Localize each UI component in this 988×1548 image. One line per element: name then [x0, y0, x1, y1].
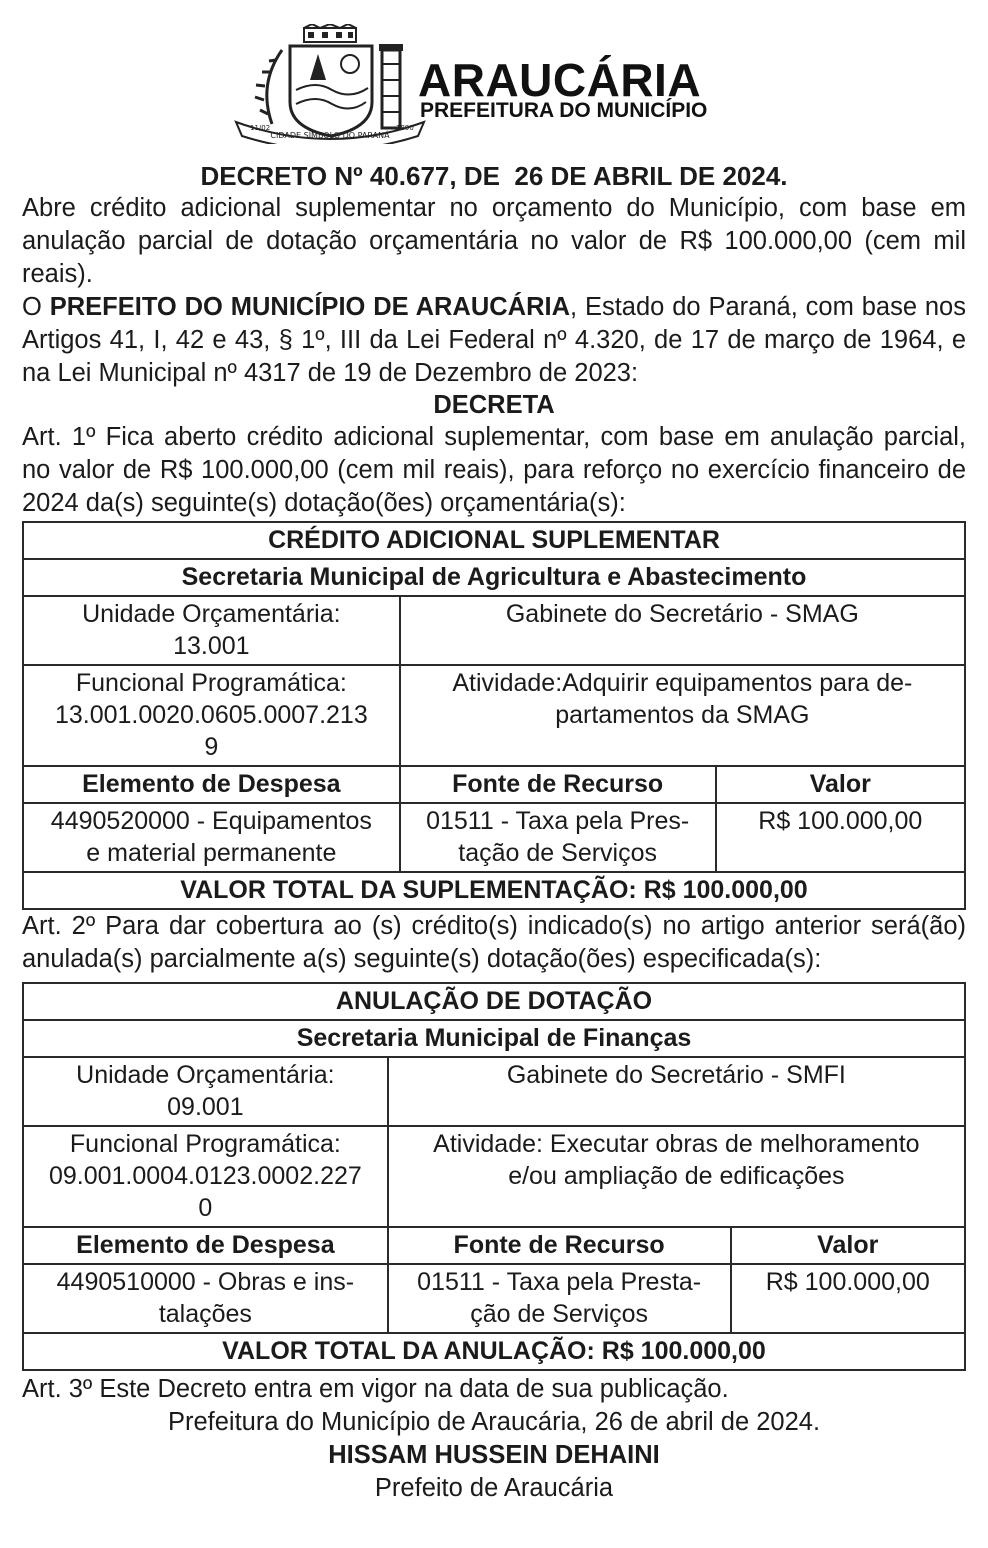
brand	[418, 54, 708, 122]
annul-col-elemento: Elemento de Despesa	[23, 1227, 388, 1264]
brand-subtitle: PREFEITURA DO MUNICÍPIO	[420, 99, 708, 122]
credit-col-fonte: Fonte de Recurso	[400, 766, 716, 803]
annul-funcional	[23, 1126, 388, 1227]
annul-col-fonte: Fonte de Recurso	[388, 1227, 731, 1264]
credit-funcional	[23, 665, 400, 766]
decree-summary: Abre crédito adicional suplementar no orçamento do Município, com base em anulação parcial de dotação orçamentária no valor de R$ 100.000,00 (cem mil reais).	[22, 194, 966, 288]
credit-col-valor: Valor	[716, 766, 965, 803]
credit-unidade-name: Gabinete do Secretário - SMAG	[400, 596, 965, 665]
credit-funcional-code-end: 9	[204, 733, 219, 761]
credit-unidade-label: Unidade Orçamentária:	[82, 600, 341, 628]
annul-atividade-line2: e/ou ampliação de edificações	[508, 1162, 845, 1190]
article-1: Art. 1º Fica aberto crédito adicional suplementar, com base em anulação parcial, no valor de R$ 100.000,00 (cem mil reais), para reforço no exercício financeiro de 2024 da(s) seguinte(s) dotação(ões) orçamentária(s):	[22, 423, 966, 517]
place-date: Prefeitura do Município de Araucária, 26 de abril de 2024.	[167, 1408, 821, 1436]
decree-page	[22, 0, 966, 1505]
annul-fonte	[388, 1264, 731, 1333]
article-2: Art. 2º Para dar cobertura ao (s) crédito(s) indicado(s) no artigo anterior será(ão) anulada(s) parcialmente a(s) seguinte(s) dotação(ões) especificada(s):	[22, 912, 966, 973]
credit-fonte-line1: 01511 - Taxa pela Pres-	[426, 807, 690, 835]
signer-name: HISSAM HUSSEIN DEHAINI	[328, 1441, 660, 1469]
annul-secretaria: Secretaria Municipal de Finanças	[23, 1020, 965, 1057]
decree-title: DECRETO Nº 40.677, DE 26 DE ABRIL DE 2024.	[200, 161, 788, 191]
annul-unidade-label: Unidade Orçamentária:	[76, 1061, 335, 1089]
annul-elemento	[23, 1264, 388, 1333]
annul-valor: R$ 100.000,00	[731, 1264, 965, 1333]
credit-atividade-line1: Atividade:Adquirir equipamentos para de-	[452, 669, 913, 697]
annul-col-valor: Valor	[731, 1227, 965, 1264]
svg-text:11/02: 11/02	[250, 124, 271, 132]
brand-name: ARAUCÁRIA	[418, 54, 702, 106]
header	[22, 0, 966, 158]
credit-fonte	[400, 803, 716, 872]
annul-funcional-code: 09.001.0004.0123.0002.227	[48, 1162, 362, 1190]
decree-preamble	[22, 291, 966, 390]
credit-fonte-line2: tação de Serviços	[458, 839, 657, 867]
annul-fonte-line2: ção de Serviços	[470, 1300, 649, 1328]
annul-unidade-code: 09.001	[167, 1093, 244, 1121]
araucaria-coat-of-arms-icon	[232, 24, 428, 144]
article-3: Art. 3º Este Decreto entra em vigor na data de sua publicação.	[22, 1375, 729, 1403]
preamble-authority: PREFEITO DO MUNICÍPIO DE ARAUCÁRIA	[49, 293, 570, 321]
svg-text:CIDADE SÍMBOLO DO PARANÁ: CIDADE SÍMBOLO DO PARANÁ	[270, 131, 390, 140]
annul-table-title: ANULAÇÃO DE DOTAÇÃO	[23, 983, 965, 1020]
annul-elemento-line2: talações	[158, 1300, 252, 1328]
credit-elemento-line2: e material permanente	[86, 839, 337, 867]
annul-elemento-line1: 4490510000 - Obras e ins-	[56, 1268, 355, 1296]
credit-valor: R$ 100.000,00	[716, 803, 965, 872]
annul-atividade	[388, 1126, 965, 1227]
annul-unidade-name: Gabinete do Secretário - SMFI	[388, 1057, 965, 1126]
credit-table	[22, 521, 966, 910]
credit-total: VALOR TOTAL DA SUPLEMENTAÇÃO: R$ 100.000,00	[23, 872, 965, 909]
credit-col-elemento: Elemento de Despesa	[23, 766, 400, 803]
preamble-prefix: O	[22, 293, 50, 321]
annul-funcional-code-end: 0	[198, 1194, 213, 1222]
credit-funcional-code: 13.001.0020.0605.0007.213	[54, 701, 368, 729]
credit-atividade	[400, 665, 965, 766]
preamble-rest: , Estado do Paraná, com base nos Artigos 41, I, 42 e 43, § 1º, III da Lei Federal nº 4.320, de 17 de março de 1964, e na Lei Municipal nº 4317 de 19 de Dezembro de 2023:	[22, 293, 966, 387]
annul-table	[22, 982, 966, 1371]
signer-title: Prefeito de Araucária	[374, 1474, 614, 1502]
annul-fonte-line1: 01511 - Taxa pela Presta-	[417, 1268, 702, 1296]
credit-elemento	[23, 803, 400, 872]
credit-elemento-line1: 4490520000 - Equipamentos	[50, 807, 372, 835]
credit-table-title: CRÉDITO ADICIONAL SUPLEMENTAR	[23, 522, 965, 559]
annul-total: VALOR TOTAL DA ANULAÇÃO: R$ 100.000,00	[23, 1333, 965, 1370]
credit-atividade-line2: partamentos da SMAG	[555, 701, 810, 729]
decreta-heading: DECRETA	[433, 391, 555, 419]
credit-funcional-label: Funcional Programática:	[75, 669, 347, 697]
credit-unidade-code: 13.001	[173, 632, 250, 660]
annul-unidade	[23, 1057, 388, 1126]
svg-text:1890: 1890	[396, 124, 414, 132]
credit-unidade	[23, 596, 400, 665]
annul-funcional-label: Funcional Programática:	[69, 1130, 341, 1158]
annul-atividade-line1: Atividade: Executar obras de melhoramento	[433, 1130, 920, 1158]
credit-secretaria: Secretaria Municipal de Agricultura e Abastecimento	[23, 559, 965, 596]
